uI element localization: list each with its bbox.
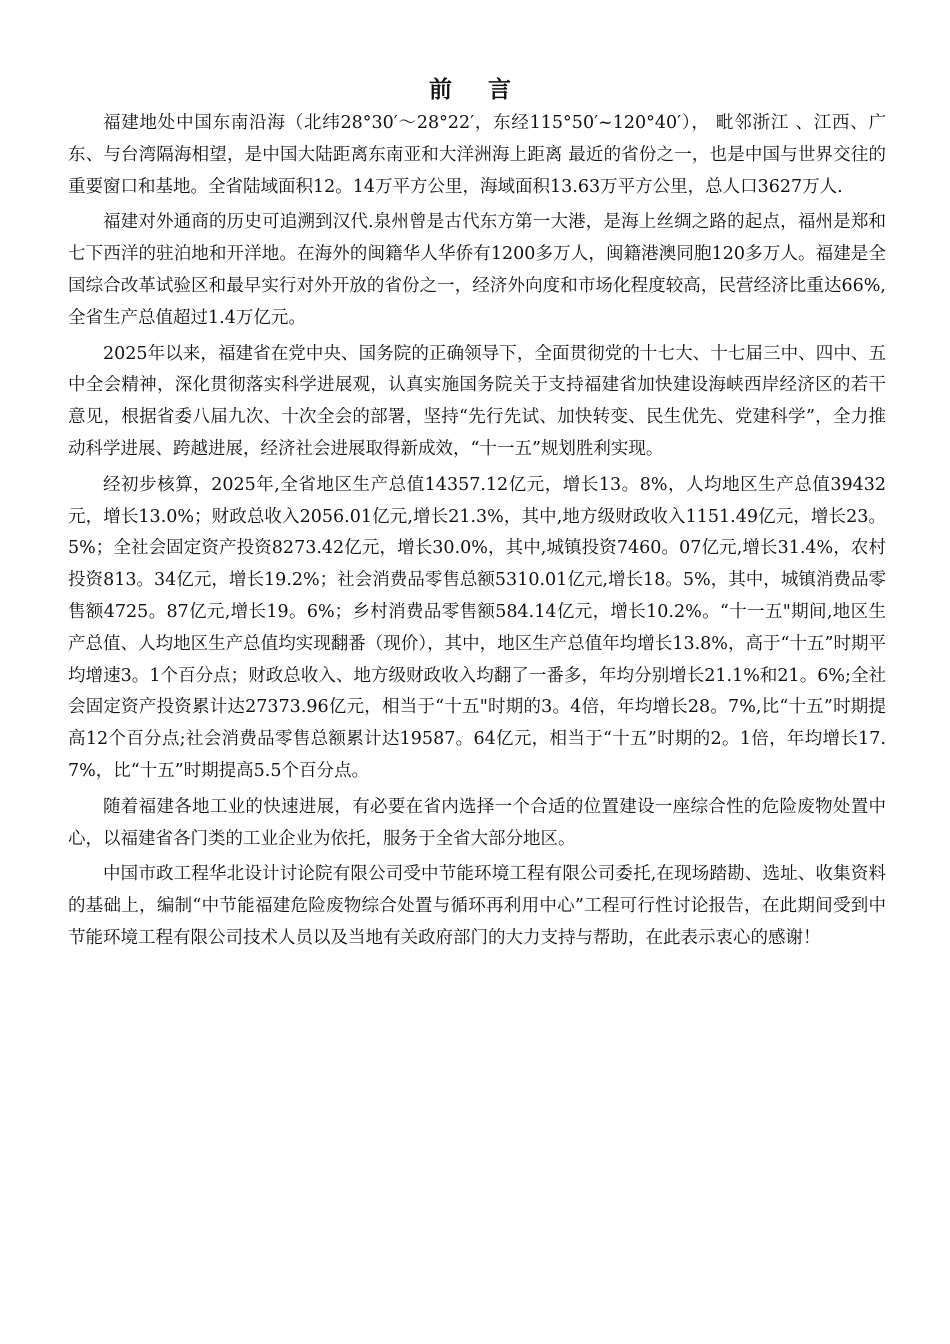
paragraph-development: 2025年以来，福建省在党中央、国务院的正确领导下，全面贯彻党的十七大、十七届三中、四中、五中全会精神，深化贯彻落实科学进展观，认真实施国务院关于支持福建省加快建设海峡西岸经济区的若干意见，根据省委八届九次、十次全会的部署，坚持“先行先试、加快转变、民生优先、党建科学”，全力推动科学进展、跨越进展，经济社会进展取得新成效，“十一五”规划胜利实现。 xyxy=(68,343,886,459)
document-page xyxy=(68,72,886,959)
page-title: 前 言 xyxy=(428,77,525,103)
paragraph-history: 福建对外通商的历史可追溯到汉代.泉州曾是古代东方第一大港，是海上丝绸之路的起点，福州是郑和七下西洋的驻泊地和开洋地。在海外的闽籍华人华侨有1200多万人，闽籍港澳同胞120多万人。福建是全国综合改革试验区和最早实行对外开放的省份之一，经济外向度和市场化程度较高，民营经济比重达66%,全省生产总值超过1.4万亿元。 xyxy=(68,212,886,328)
paragraph-geography: 福建地处中国东南沿海（北纬28°30′～28°22′，东经115°50′~120°40′）， 毗邻浙江 、江西、广东、与台湾隔海相望，是中国大陆距离东南亚和大洋洲海上距离 最近的省份之一，也是中国与世界交往的重要窗口和基地。全省陆域面积12。14万平方公里，海域面积13.63万平方公里，总人口3627万人. xyxy=(68,113,886,197)
paragraph-economy-statistics: 经初步核算，2025年,全省地区生产总值14357.12亿元，增长13。8%，人均地区生产总值39432元，增长13.0%；财政总收入2056.01亿元,增长21.3%，其中,地方级财政收入1151.49亿元，增长23。5%；全社会固定资产投资8273.42亿元，增长30.0%，其中,城镇投资7460。07亿元,增长31.4%，农村投资813。34亿元，增长19.2%；社会消费品零售总额5310.01亿元,增长18。5%，其中，城镇消费品零售额4725。87亿元,增长19。6%；乡村消费品零售额584.14亿元，增长10.2%。“十一五"期间,地区生产总值、人均地区生产总值均实现翻番（现价），其中，地区生产总值年均增长13.8%，高于“十五”时期平均增速3。1个百分点；财政总收入、地方级财政收入均翻了一番多，年均分别增长21.1%和21。6%;全社会固定资产投资累计达27373.96亿元，相当于“十五"时期的3。4倍，年均增长28。7%,比“十五”时期提高12个百分点;社会消费品零售总额累计达19587。64亿元，相当于“十五”时期的2。1倍，年均增长17.7%，比“十五”时期提高5.5个百分点。 xyxy=(68,474,886,781)
paragraph-acknowledgement: 中国市政工程华北设计讨论院有限公司受中节能环境工程有限公司委托,在现场踏勘、选址、收集资料的基础上，编制“中节能福建危险废物综合处置与循环再利用中心”工程可行性讨论报告，在此期间受到中节能环境工程有限公司技术人员以及当地有关政府部门的大力支持与帮助，在此表示衷心的感谢！ xyxy=(68,864,886,948)
paragraph-project-need: 随着福建各地工业的快速进展，有必要在省内选择一个合适的位置建设一座综合性的危险废物处置中心，以福建省各门类的工业企业为依托，服务于全省大部分地区。 xyxy=(68,796,886,849)
